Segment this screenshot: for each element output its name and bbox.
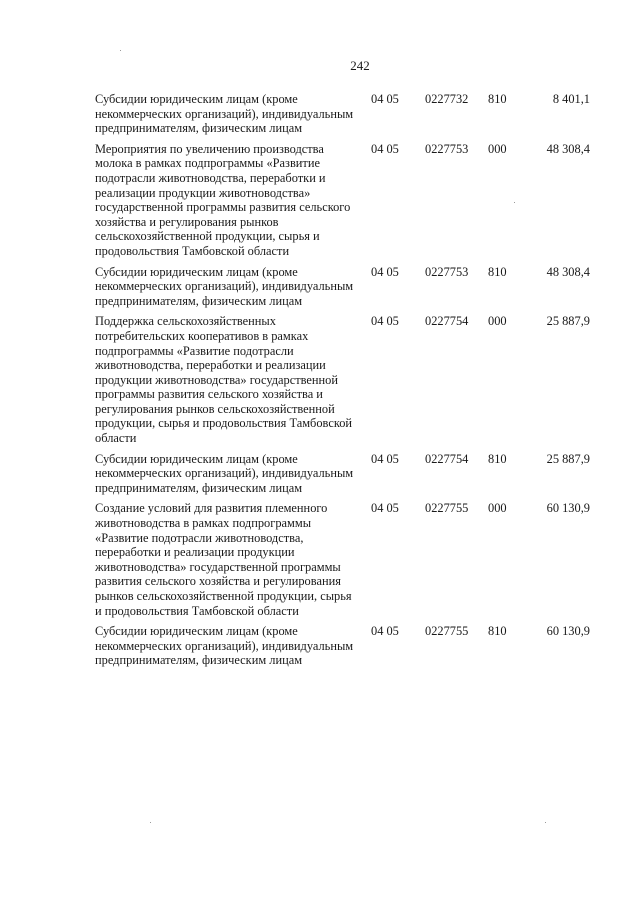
row-expense-type: 000 — [488, 501, 507, 516]
scan-speck — [150, 822, 151, 823]
row-expense-type: 810 — [488, 92, 507, 106]
row-target-code: 0227753 — [425, 264, 469, 279]
row-target-code: 0227755 — [425, 501, 469, 516]
row-target-code: 0227754 — [425, 314, 469, 329]
table-row — [0, 501, 640, 618]
row-target-code: 0227753 — [425, 141, 469, 156]
row-section-code: 04 05 — [371, 451, 399, 466]
row-amount: 8 401,1 — [552, 92, 590, 106]
row-amount: 48 308,4 — [546, 141, 590, 156]
table-row — [0, 314, 640, 445]
row-expense-type: 810 — [488, 451, 507, 466]
row-amount: 60 130,9 — [546, 501, 590, 516]
row-target-code: 0227754 — [425, 451, 469, 466]
page-number: 242 — [350, 58, 370, 73]
scan-speck — [120, 50, 121, 51]
row-section-code: 04 05 — [371, 501, 399, 516]
row-amount: 25 887,9 — [546, 451, 590, 466]
row-section-code: 04 05 — [371, 624, 399, 639]
row-expense-type: 000 — [488, 141, 507, 156]
row-description: Субсидии юридическим лицам (кроме некоммерческих организаций), индивидуальным предпринимателям, физическим лицам — [95, 264, 354, 308]
row-description: Субсидии юридическим лицам (кроме некоммерческих организаций), индивидуальным предпринимателям, физическим лицам — [95, 451, 354, 495]
row-amount: 60 130,9 — [546, 624, 590, 639]
row-section-code: 04 05 — [371, 314, 399, 329]
row-description: Субсидии юридическим лицам (кроме некоммерческих организаций), индивидуальным предпринимателям, физическим лицам — [95, 92, 354, 136]
row-target-code: 0227755 — [425, 624, 469, 639]
row-target-code: 0227732 — [425, 92, 469, 106]
table-row — [0, 452, 640, 496]
scan-speck — [514, 202, 515, 203]
row-description: Мероприятия по увеличению производства молока в рамках подпрограммы «Развитие подотрасли животноводства, переработки и реализации продукции животноводства» государственной программы развития сельского хозяйства и регулирования рынков сельскохозяйственной продукции, сырья и продовольствия Тамбовской области — [95, 141, 351, 258]
row-expense-type: 810 — [488, 264, 507, 279]
table-row — [0, 265, 640, 309]
scan-speck — [545, 822, 546, 823]
row-expense-type: 810 — [488, 624, 507, 639]
row-section-code: 04 05 — [371, 141, 399, 156]
row-section-code: 04 05 — [371, 264, 399, 279]
row-expense-type: 000 — [488, 314, 507, 329]
row-amount: 48 308,4 — [546, 264, 590, 279]
row-amount: 25 887,9 — [546, 314, 590, 329]
table-row — [0, 142, 640, 259]
row-description: Создание условий для развития племенного животноводства в рамках подпрограммы «Развитие подотрасли животноводства, переработки и реализации продукции животноводства» государственной программы развития сельского хозяйства и регулирования рынков сельскохозяйственной продукции, сырья и продовольствия Тамбовской области — [95, 501, 352, 618]
table-row — [0, 624, 640, 668]
row-section-code: 04 05 — [371, 92, 399, 106]
row-description: Поддержка сельскохозяйственных потребительских кооперативов в рамках подпрограммы «Развитие подотрасли животноводства, переработки и реализации продукции животноводства» государственной программы развития сельского хозяйства и регулирования рынков сельскохозяйственной продукции, сырья и продовольствия Тамбовской области — [95, 314, 353, 446]
row-description: Субсидии юридическим лицам (кроме некоммерческих организаций), индивидуальным предпринимателям, физическим лицам — [95, 624, 354, 668]
budget-table — [0, 92, 640, 674]
table-row — [0, 92, 640, 136]
